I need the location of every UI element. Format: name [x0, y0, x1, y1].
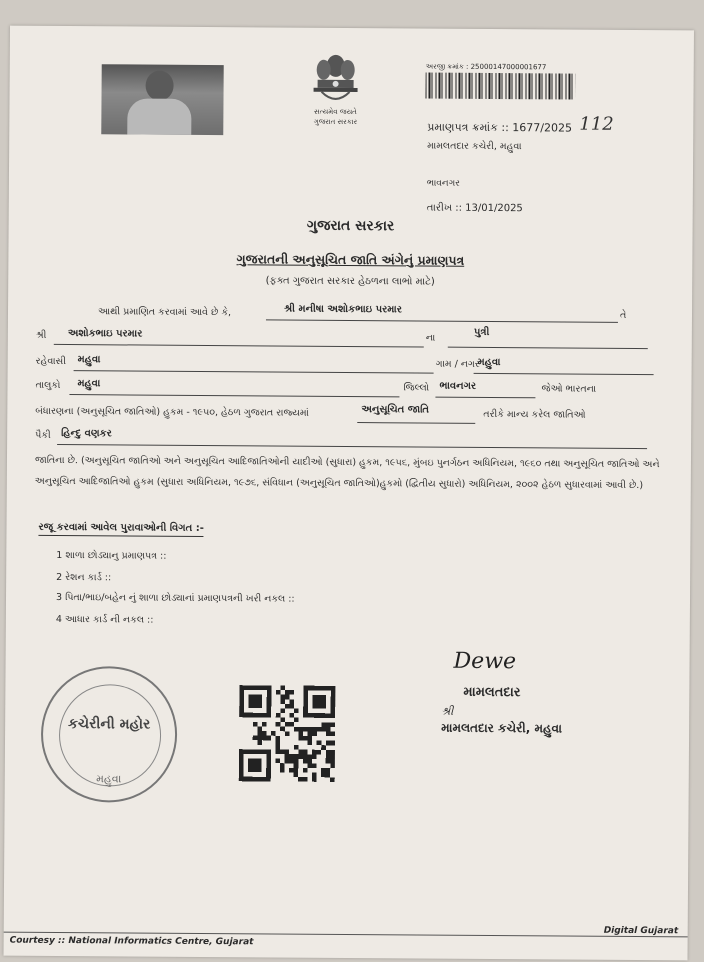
signatory-title: મામલતદાર	[463, 684, 521, 701]
barcode	[426, 73, 576, 100]
order-text: બંધારણના (અનુસૂચિત જાતિઓ) હુકમ - ૧૯૫૦, હેઠળ ગુજરાત રાજ્યમાં	[35, 405, 309, 419]
certificate-number	[427, 121, 572, 136]
issue-date	[427, 203, 523, 215]
document-item: 4 આધાર કાર્ડ ની નકલ ::	[55, 613, 154, 626]
handwritten-number: 112	[579, 113, 614, 135]
applicant-name: શ્રી મનીષા અશોકભાઇ પરમાર	[283, 303, 402, 316]
father-name: અશોકભાઇ પરમાર	[67, 328, 143, 340]
date-value: 13/01/2025	[465, 202, 523, 215]
city: ભાવનગર	[426, 178, 460, 189]
qr-code	[239, 683, 336, 784]
issuing-office: મામલતદાર કચેરી, મહુવા	[427, 140, 522, 153]
caste-value: હિન્દુ વણકર	[61, 427, 112, 440]
village-label: ગામ / નગર	[435, 358, 480, 370]
seal-text: કચેરીની મહોર	[67, 716, 151, 733]
te-text: તે	[619, 309, 627, 321]
certificate-page	[4, 26, 694, 961]
document-item: 2 રેશન કાર્ડ ::	[56, 571, 112, 584]
signature: Dewe	[453, 648, 517, 675]
application-number: અરજી ક્રમાંક : 25000147000001677	[425, 62, 547, 72]
taluka-value: મહુવા	[77, 378, 101, 390]
village-value: મહુવા	[477, 356, 501, 369]
document-item: 1 શાળા છોડ્યાનુ પ્રમાણપત્ર ::	[56, 549, 167, 562]
certificate-number-value: 1677/2025	[512, 121, 573, 135]
national-emblem-icon	[303, 50, 367, 108]
category: અનુસૂચિત જાતિ	[361, 404, 430, 416]
taluka-label: તાલુકો	[35, 379, 61, 391]
government-title: ગુજરાત સરકાર	[306, 217, 395, 235]
district-suffix: જેઓ ભારતના	[541, 383, 597, 395]
relation: પુત્રી	[473, 326, 490, 338]
office-seal	[41, 666, 178, 803]
certificate-title: ગુજરાતની અનુસૂચિત જાતિ અંગેનું પ્રમાણપત્ર	[236, 251, 465, 268]
district-value: ભાવનગર	[439, 380, 477, 392]
document-item: 3 પિતા/ભાઇ/બહેન નું શાળા છોડ્યાનાં પ્રમાણપત્રની ખરી નકલ ::	[55, 591, 295, 605]
signatory-prefix: શ્રી	[441, 704, 454, 718]
resident-value: મહુવા	[77, 354, 101, 366]
documents-heading: રજૂ કરવામાં આવેલ પુરાવાઓની વિગત :-	[38, 522, 203, 537]
intro-text: આથી પ્રમાણિત કરવામાં આવે છે કે,	[97, 306, 232, 319]
seal-bottom-text: મહુવા	[96, 772, 122, 786]
shri-label: શ્રી	[35, 329, 47, 341]
emblem-caption: ગુજરાત સરકાર	[313, 117, 358, 127]
footer-courtesy: Courtesy :: National Informatics Centre, Gujarat	[9, 935, 254, 948]
legal-paragraph: જાતિના છે. (અનુસૂચિત જાતિઓ અને અનુસૂચિત આદિજાતિઓની યાદીઓ (સુધારા) હુકમ, ૧૯૫૬, મુંબઇ પુનર્ગઠન અધિનિયમ, ૧૯૬૦ તથા અનુસૂચિત જાતિઓ અને અનુસૂચિત આદિજાતિઓ હુકમ (સુધારા અધિનિયમ, ૧૯૭૬, સંવિધાન (અનુસૂચિત જાતિઓ)હુકમો (દ્વિતીય સુધારો) અધિનિયમ, ૨૦૦૨ હેઠળ સુધારવામાં આવી છે.)	[34, 454, 660, 492]
resident-label: રહેવાસી	[35, 355, 67, 368]
certificate-number-label: પ્રમાણપત્ર ક્રમાંક ::	[427, 120, 513, 135]
na-label: ના	[425, 332, 436, 344]
footer-digital-gujarat: Digital Gujarat	[603, 925, 679, 937]
certificate-subtitle: (ફક્ત ગુજરાત સરકાર હેઠળના લાભો માટે)	[265, 275, 435, 288]
emblem-motto: સત્યમેવ જયતે	[313, 107, 357, 117]
signatory-office: મામલતદાર કચેરી, મહુવા	[441, 720, 562, 736]
district-label: જિલ્લો	[403, 382, 430, 394]
date-label: તારીખ ::	[426, 202, 466, 214]
among-label: પૈકી	[35, 429, 51, 441]
recognized-text: તરીકે માન્ય કરેલ જાતિઓ	[483, 408, 586, 421]
applicant-photo	[101, 64, 223, 135]
